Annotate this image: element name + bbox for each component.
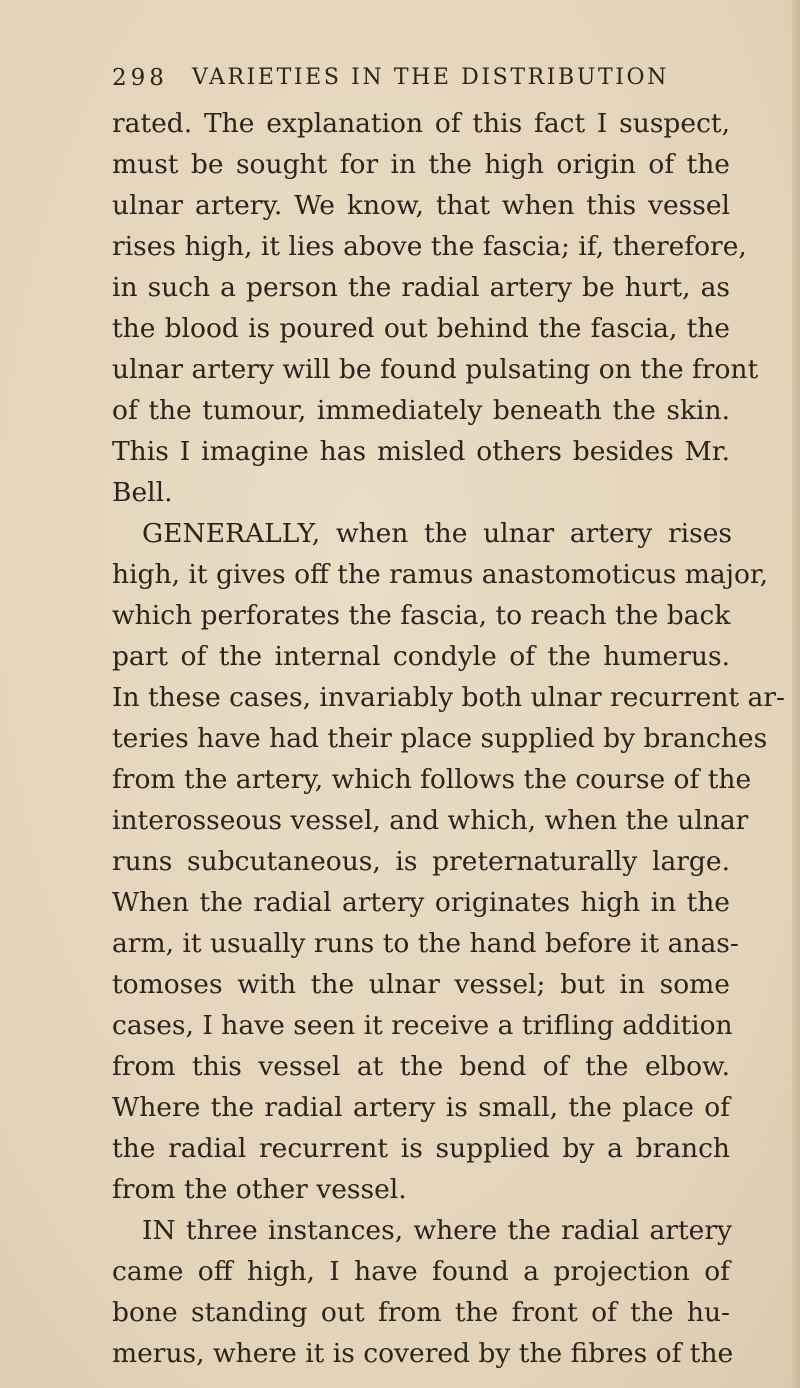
text-line: merus, where it is covered by the fibres of the bbox=[112, 1338, 734, 1369]
text-line: ulnar artery. We know, that when this vessel bbox=[112, 190, 730, 221]
text-line: In these cases, invariably both ulnar recurrent ar- bbox=[112, 682, 785, 713]
page-number: 298 bbox=[112, 65, 168, 91]
text-line: high, it gives off the ramus anastomoticus major, bbox=[112, 559, 769, 590]
text-line: must be sought for in the high origin of the bbox=[112, 149, 730, 180]
text-line: cases, I have seen it receive a trifling addition bbox=[112, 1010, 733, 1041]
text-line: bone standing out from the front of the hu- bbox=[112, 1297, 730, 1328]
text-line: Bell. bbox=[112, 477, 173, 508]
running-header bbox=[0, 58, 800, 98]
text-line: from this vessel at the bend of the elbow. bbox=[112, 1051, 730, 1082]
text-line: rated. The explanation of this fact I suspect, bbox=[112, 108, 730, 139]
text-line: the blood is poured out behind the fascia, the bbox=[112, 313, 730, 344]
text-line: teries have had their place supplied by branches bbox=[112, 723, 768, 754]
text-line: which perforates the fascia, to reach the back bbox=[112, 600, 731, 631]
text-line: tomoses with the ulnar vessel; but in some bbox=[112, 969, 730, 1000]
text-line: When the radial artery originates high in the bbox=[112, 887, 730, 918]
text-line: part of the internal condyle of the humerus. bbox=[112, 641, 730, 672]
text-line: rises high, it lies above the fascia; if, therefore, bbox=[112, 231, 747, 262]
text-line: from the artery, which follows the course of the bbox=[112, 764, 752, 795]
text-line: came off high, I have found a projection of bbox=[112, 1256, 730, 1287]
text-line: This I imagine has misled others besides Mr. bbox=[112, 436, 730, 467]
text-line: interosseous vessel, and which, when the ulnar bbox=[112, 805, 749, 836]
text-line: the radial recurrent is supplied by a branch bbox=[112, 1133, 730, 1164]
paragraph-start: IN three instances, where the radial artery bbox=[142, 1215, 732, 1246]
text-line: runs subcutaneous, is preternaturally large. bbox=[112, 846, 730, 877]
text-line: ulnar artery will be found pulsating on the front bbox=[112, 354, 759, 385]
text-line: in such a person the radial artery be hurt, as bbox=[112, 272, 730, 303]
text-line: Where the radial artery is small, the place of bbox=[112, 1092, 730, 1123]
text-line: arm, it usually runs to the hand before it anas- bbox=[112, 928, 739, 959]
running-head: VARIETIES IN THE DISTRIBUTION bbox=[192, 65, 670, 90]
paragraph-start: GENERALLY, when the ulnar artery rises bbox=[142, 518, 732, 549]
text-line: of the tumour, immediately beneath the skin. bbox=[112, 395, 730, 426]
text-line: from the other vessel. bbox=[112, 1174, 407, 1205]
